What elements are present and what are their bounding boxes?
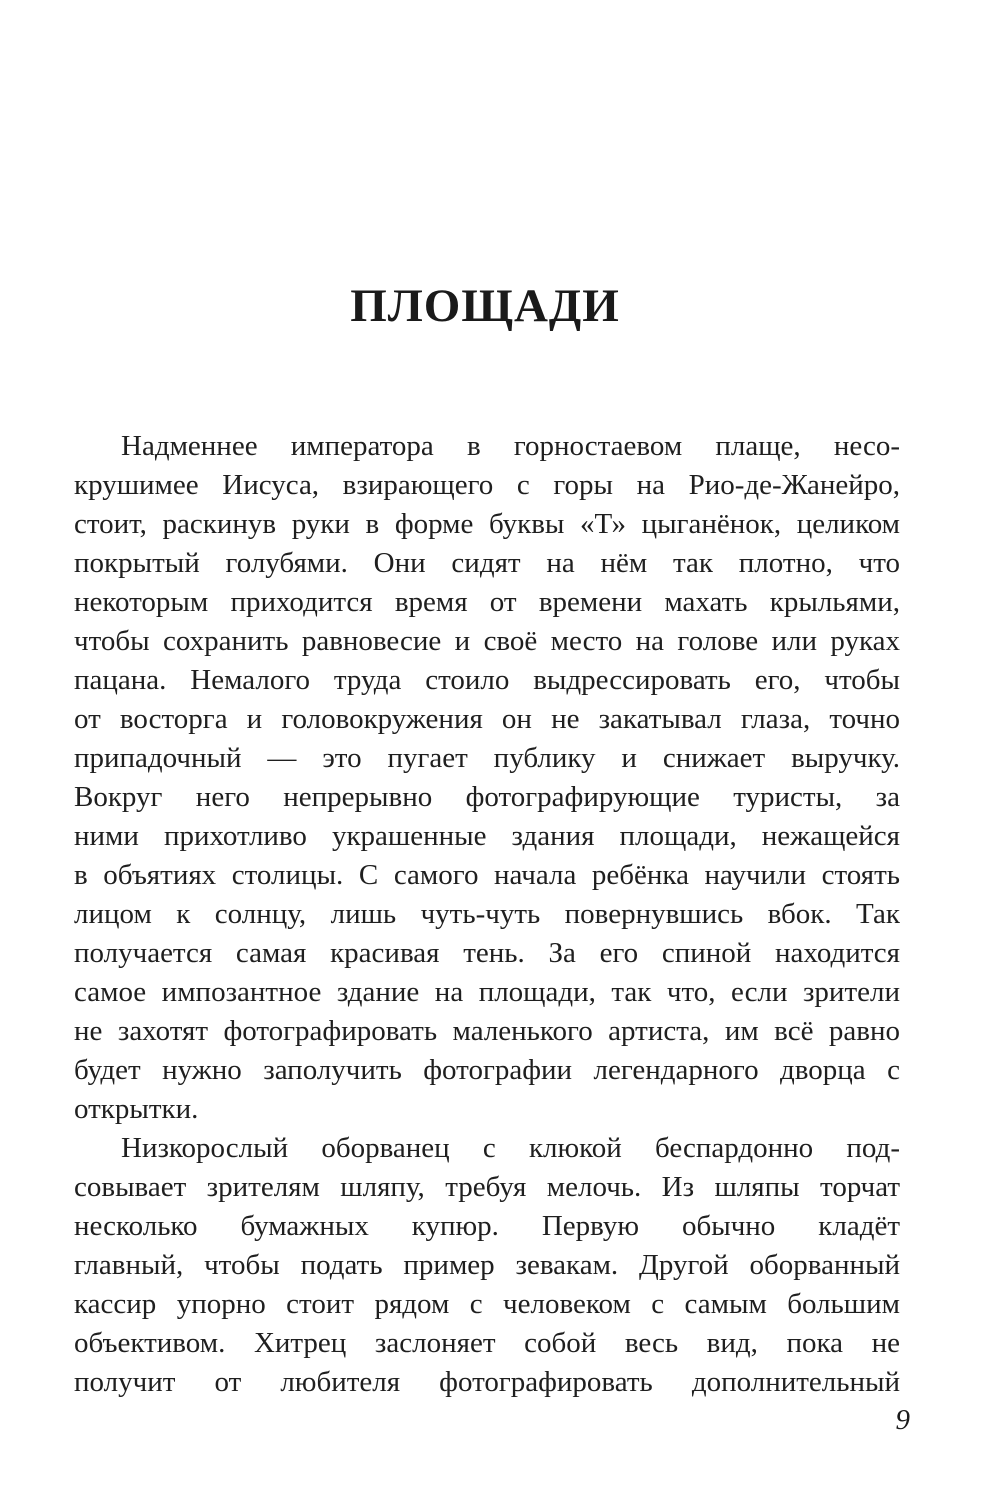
text-line: получит от любителя фотографировать дополнительный: [74, 1366, 900, 1398]
text-line: лицом к солнцу, лишь чуть-чуть повернувшись вбок. Так: [74, 898, 900, 930]
page-number: 9: [895, 1404, 910, 1436]
text-line: пацана. Немалого труда стоило выдрессировать его, чтобы: [74, 664, 900, 696]
text-line: в объятиях столицы. С самого начала ребёнка научили стоять: [74, 859, 900, 891]
text-line: некоторым приходится время от времени махать крыльями,: [74, 586, 900, 618]
chapter-title: ПЛОЩАДИ: [350, 280, 620, 332]
text-line: самое импозантное здание на площади, так что, если зрители: [74, 976, 900, 1008]
text-line: ними прихотливо украшенные здания площади, нежащейся: [74, 820, 900, 852]
text-line: получается самая красивая тень. За его спиной находится: [74, 937, 900, 969]
text-line: крушимее Иисуса, взирающего с горы на Рио-де-Жанейро,: [74, 469, 900, 501]
text-line: покрытый голубями. Они сидят на нём так плотно, что: [74, 547, 900, 579]
text-line: кассир упорно стоит рядом с человеком с самым большим: [74, 1288, 900, 1320]
text-line: от восторга и головокружения он не закатывал глаза, точно: [74, 703, 900, 735]
text-line: не захотят фотографировать маленького артиста, им всё равно: [74, 1015, 900, 1047]
text-line: стоит, раскинув руки в форме буквы «Т» цыганёнок, целиком: [74, 508, 900, 540]
text-line: объективом. Хитрец заслоняет собой весь вид, пока не: [74, 1327, 900, 1359]
text-line: будет нужно заполучить фотографии легендарного дворца с: [74, 1054, 900, 1086]
text-line: главный, чтобы подать пример зевакам. Другой оборванный: [74, 1249, 900, 1281]
text-line: несколько бумажных купюр. Первую обычно кладёт: [74, 1210, 900, 1242]
text-line: Низкорослый оборванец с клюкой беспардонно под-: [121, 1132, 900, 1164]
text-line: Надменнее императора в горностаевом плаще, несо-: [121, 430, 900, 462]
text-line: припадочный — это пугает публику и снижает выручку.: [74, 742, 900, 774]
text-line: совывает зрителям шляпу, требуя мелочь. Из шляпы торчат: [74, 1171, 900, 1203]
text-line: открытки.: [74, 1093, 199, 1125]
text-line: Вокруг него непрерывно фотографирующие туристы, за: [74, 781, 900, 813]
text-line: чтобы сохранить равновесие и своё место на голове или руках: [74, 625, 900, 657]
